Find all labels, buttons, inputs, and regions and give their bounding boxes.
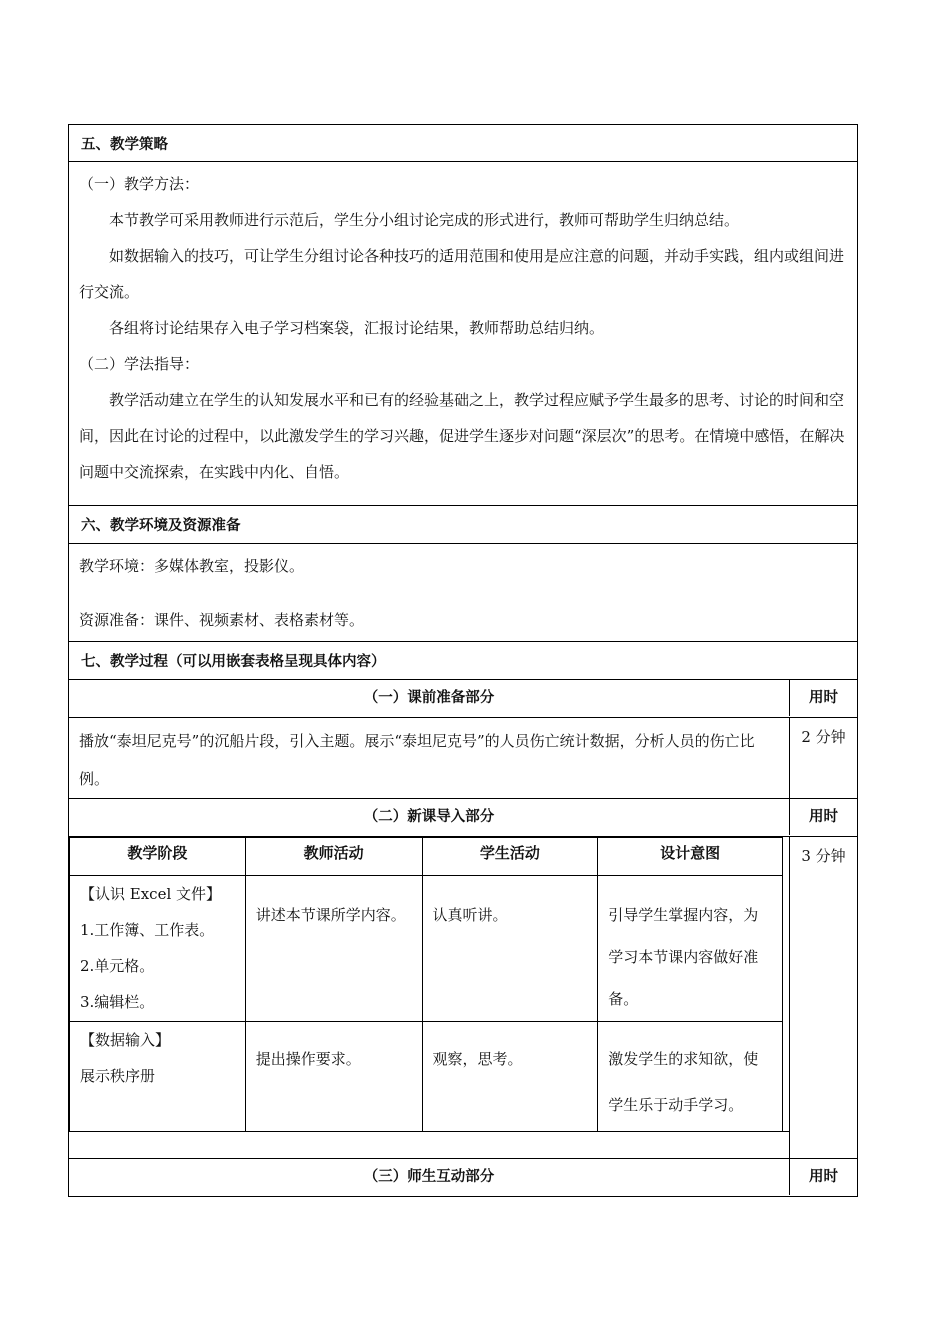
stage-line: 1.工作簿、工作表。 (80, 921, 215, 939)
teacher-cell: 提出操作要求。 (245, 1022, 422, 1132)
part1-time: 2 分钟 (801, 728, 846, 746)
stage-line: 展示秩序册 (80, 1067, 156, 1085)
resources-text: 资源准备：课件、视频素材、表格素材等。 (79, 611, 365, 629)
header-stage: 教学阶段 (70, 838, 246, 876)
stage-line: 2.单元格。 (80, 957, 155, 975)
section5-title: 五、教学策略 (68, 124, 858, 162)
intent-cell: 引导学生掌握内容，为学习本节课内容做好准备。 (598, 876, 783, 1022)
part1-title: （一）课前准备部分 (69, 680, 790, 716)
part1-header-row (68, 680, 858, 718)
student-cell: 观察，思考。 (422, 1022, 598, 1132)
section6-title: 六、教学环境及资源准备 (68, 506, 858, 544)
part3-title: （三）师生互动部分 (69, 1159, 790, 1195)
part2-header-row (68, 799, 858, 837)
part3-header-row (68, 1159, 858, 1197)
table-row (70, 876, 783, 1022)
part1-content: 播放“泰坦尼克号”的沉船片段，引入主题。展示“泰坦尼克号”的人员伤亡统计数据，分析人员的伤亡比例。 (69, 718, 790, 798)
part2-time-label: 用时 (809, 809, 838, 825)
part3-time-label: 用时 (809, 1169, 838, 1185)
student-cell: 认真听讲。 (422, 876, 598, 1022)
stage-cell (70, 1022, 246, 1132)
header-teacher: 教师活动 (245, 838, 422, 876)
environment-text: 教学环境：多媒体教室，投影仪。 (79, 557, 305, 575)
nested-table-spacer (69, 1131, 789, 1158)
part2-content-row (68, 837, 858, 1159)
stage-line: 【认识 Excel 文件】 (80, 885, 222, 903)
header-student: 学生活动 (422, 838, 598, 876)
part1-time-label: 用时 (809, 690, 838, 706)
intent-cell: 激发学生的求知欲，使学生乐于动手学习。 (598, 1022, 783, 1132)
method-paragraph-1: 本节教学可采用教师进行示范后，学生分小组讨论完成的形式进行，教师可帮助学生归纳总结。 (109, 211, 740, 229)
method-paragraph-2: 如数据输入的技巧，可让学生分组讨论各种技巧的适用范围和使用是应注意的问题，并动手实践，组内或组间进行交流。 (79, 247, 845, 301)
header-intent: 设计意图 (598, 838, 783, 876)
stage-line: 3.编辑栏。 (80, 993, 155, 1011)
table-row (70, 1022, 783, 1132)
part2-time: 3 分钟 (801, 847, 846, 865)
part1-content-row (68, 718, 858, 799)
part2-nested-wrapper (69, 837, 790, 1158)
section6-body (68, 544, 858, 642)
stage-cell (70, 876, 246, 1022)
guide-paragraph-1: 教学活动建立在学生的认知发展水平和已有的经验基础之上，教学过程应赋予学生最多的思考、讨论的时间和空间，因此在讨论的过程中，以此激发学生的学习兴趣，促进学生逐步对问题“深层次”的思考。在情境中感悟，在解决问题中交流探索，在实践中内化、自悟。 (79, 391, 845, 481)
section7-title: 七、教学过程（可以用嵌套表格呈现具体内容） (68, 642, 858, 680)
nested-table (69, 837, 783, 1132)
part2-title: （二）新课导入部分 (69, 799, 790, 835)
lesson-plan-table (68, 124, 858, 1197)
section5-body (68, 162, 858, 506)
teacher-cell: 讲述本节课所学内容。 (245, 876, 422, 1022)
guide-title: （二）学法指导： (79, 355, 200, 373)
method-paragraph-3: 各组将讨论结果存入电子学习档案袋，汇报讨论结果，教师帮助总结归纳。 (109, 319, 605, 337)
method-title: （一）教学方法： (79, 175, 200, 193)
stage-line: 【数据输入】 (80, 1031, 171, 1049)
